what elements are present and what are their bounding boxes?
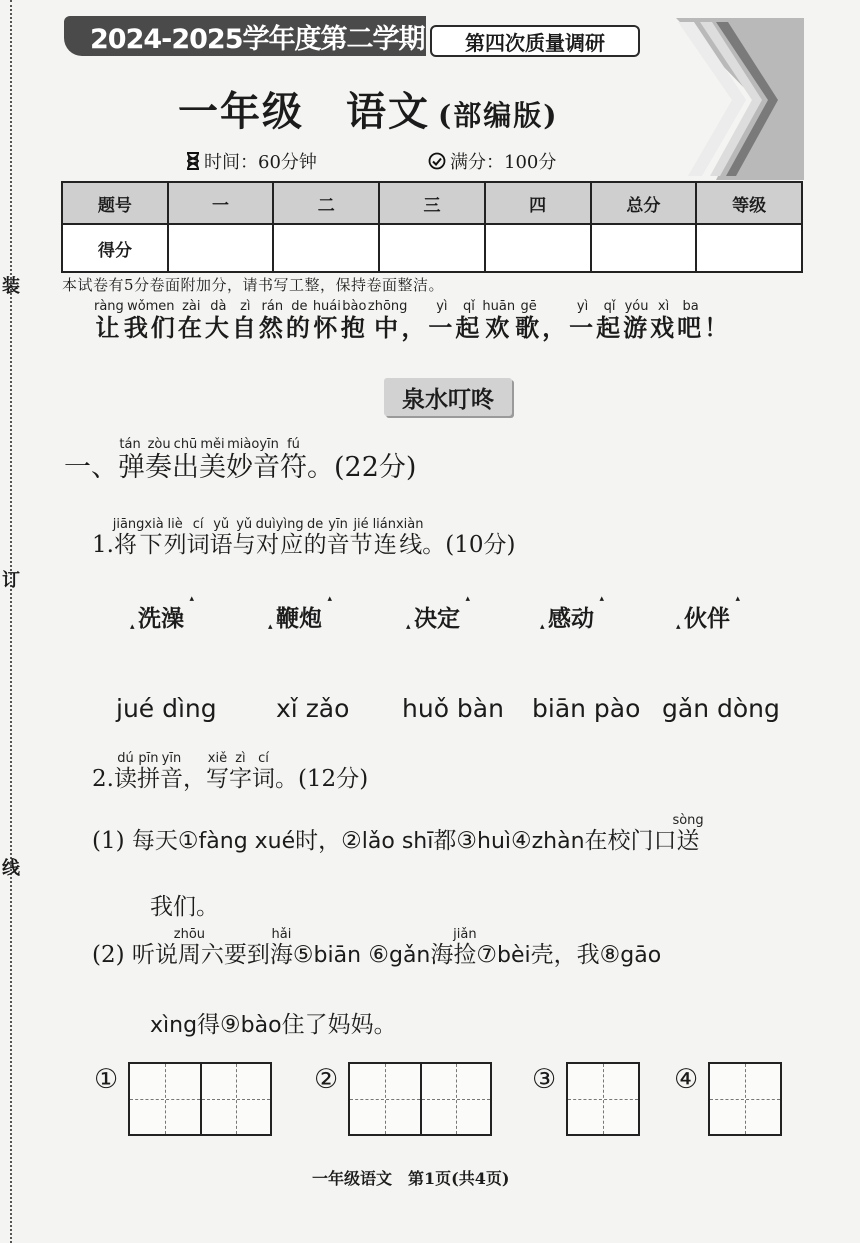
score-table xyxy=(61,181,803,273)
exam-note: 本试卷有5分卷面附加分，请书写工整，保持卷面整洁。 xyxy=(62,276,445,294)
sentence-text: 听说 xyxy=(131,942,178,968)
sentence-2 xyxy=(92,928,661,969)
sentence-text: 海 xyxy=(430,942,454,968)
ruby-segment: 美měi xyxy=(199,437,226,483)
ruby-char: 送sòng xyxy=(672,813,704,854)
ruby-segment: 对应duìyìng xyxy=(255,517,304,558)
ruby-segment: 字zì xyxy=(228,751,252,792)
word-item[interactable]: ▴ 洗澡 ▴ xyxy=(138,600,184,633)
section-banner: 泉水叮咚 xyxy=(384,378,512,416)
ruby-segment: 起qǐ xyxy=(455,299,483,342)
table-header: 总分 xyxy=(591,182,697,224)
blank-marker: ③ xyxy=(456,828,477,854)
ruby-segment: 的de xyxy=(303,517,327,558)
hourglass-icon xyxy=(186,152,200,170)
ruby-segment: 中zhōng xyxy=(367,299,408,342)
score-cell[interactable] xyxy=(379,224,485,272)
decorative-chevron-icon xyxy=(676,18,804,180)
writing-grid-2[interactable] xyxy=(348,1062,492,1136)
edition-label: (部编版) xyxy=(438,99,559,132)
blank-marker: ④ xyxy=(511,828,532,854)
pinyin-item[interactable]: xǐ zǎo xyxy=(276,694,350,723)
sentence-2-continued xyxy=(150,1006,397,1039)
table-header: 一 xyxy=(168,182,274,224)
part-one-heading xyxy=(64,438,416,484)
table-header: 三 xyxy=(379,182,485,224)
ruby-segment: 我们wǒmen xyxy=(123,299,178,342)
row-label: 得分 xyxy=(62,224,168,272)
ruby-segment: 与yǔ xyxy=(232,517,256,558)
score-cell[interactable] xyxy=(485,224,591,272)
ruby-segment: 自zì xyxy=(231,299,259,342)
year-banner: 2024-2025学年度第二学期 xyxy=(64,16,426,56)
writing-cell[interactable] xyxy=(130,1064,200,1134)
sentence-text: 六要到 xyxy=(200,942,270,968)
sentence-text: 得 xyxy=(197,1012,221,1038)
ruby-segment: 拼pīn xyxy=(136,751,160,792)
ruby-segment: 在zài xyxy=(177,299,205,342)
sentence-2-number: (2) xyxy=(92,942,125,968)
sentence-1 xyxy=(92,814,704,855)
ruby-segment: 出chū xyxy=(172,437,199,483)
writing-grid-1[interactable] xyxy=(128,1062,272,1136)
word-item[interactable]: ▴ 鞭炮 ▴ xyxy=(276,600,322,633)
ruby-segment: 大dà xyxy=(204,299,232,342)
ruby-segment: 语yǔ xyxy=(209,517,233,558)
writing-grid-3[interactable] xyxy=(566,1062,640,1136)
blank-marker: ⑨ xyxy=(220,1012,241,1038)
text-segment: 。(22分) xyxy=(307,452,417,483)
question-1-number: 1. xyxy=(92,532,114,558)
ruby-segment: 读dú xyxy=(113,751,137,792)
pinyin-prompt: zhàn xyxy=(531,829,585,854)
check-circle-icon xyxy=(428,152,446,170)
question-1-title xyxy=(92,518,516,559)
sentence-text: 在校门口 xyxy=(584,828,677,854)
sentence-text: 壳，我 xyxy=(530,942,600,968)
question-2-title xyxy=(92,752,368,793)
ruby-segment: 列liè xyxy=(163,517,187,558)
ruby-char: 周zhōu xyxy=(173,927,206,968)
text-segment: ， xyxy=(542,313,570,342)
table-header: 二 xyxy=(273,182,379,224)
pinyin-prompt: xìng xyxy=(150,1013,198,1038)
subject-title xyxy=(178,80,559,137)
pinyin-item[interactable]: jué dìng xyxy=(116,694,217,723)
writing-cell[interactable] xyxy=(568,1064,638,1134)
text-segment: ！ xyxy=(704,313,732,342)
pinyin-prompt: huì xyxy=(477,829,511,854)
ruby-segment: 让ràng xyxy=(94,299,124,342)
writing-cell[interactable] xyxy=(420,1064,490,1134)
score-cell[interactable] xyxy=(591,224,697,272)
text-segment: ， xyxy=(182,766,206,792)
ruby-segment: 吧ba xyxy=(677,299,705,342)
ruby-segment: 音yīn xyxy=(159,751,183,792)
text-segment: 。(10分) xyxy=(422,532,516,558)
answer-label: ③ xyxy=(532,1064,557,1095)
word-item[interactable]: ▴ 伙伴 ▴ xyxy=(684,600,730,633)
ruby-segment: 一yì xyxy=(569,299,597,342)
blank-marker: ② xyxy=(341,828,362,854)
table-header: 题号 xyxy=(62,182,168,224)
grade-subject: 一年级 语文 xyxy=(178,89,430,135)
score-cell[interactable] xyxy=(696,224,802,272)
question-2-number: 2. xyxy=(92,766,114,792)
ruby-segment: 节jié xyxy=(349,517,373,558)
sentence-text: 都 xyxy=(433,828,457,854)
ruby-segment: 然rán xyxy=(258,299,286,342)
ruby-segment: 符fú xyxy=(280,437,307,483)
ruby-segment: 起qǐ xyxy=(596,299,624,342)
full-score-info xyxy=(428,148,556,174)
blank-marker: ⑤ xyxy=(292,942,314,968)
binding-line xyxy=(10,0,12,1243)
pinyin-prompt: bào xyxy=(240,1013,282,1038)
full-score-label: 满分：100分 xyxy=(450,152,557,173)
ruby-segment: 弹奏tán zòu xyxy=(118,437,172,483)
text-segment: 。(12分) xyxy=(274,766,369,792)
part-one-prefix: 一、 xyxy=(64,452,118,483)
ruby-segment: 音yīn xyxy=(326,517,350,558)
ruby-segment: 词cí xyxy=(186,517,210,558)
answer-label: ④ xyxy=(674,1064,699,1095)
ruby-segment: 戏xì xyxy=(650,299,678,342)
word-item[interactable]: ▴ 决定 ▴ xyxy=(414,600,460,633)
ruby-segment: 抱bào xyxy=(340,299,368,342)
pinyin-prompt: gāo xyxy=(620,943,662,968)
sentence-1-continued: 我们。 xyxy=(150,894,219,920)
pinyin-prompt: bèi xyxy=(497,943,531,968)
ruby-char: 捡jiǎn xyxy=(453,927,477,968)
sentence-text: 每天 xyxy=(131,828,178,854)
ruby-segment: 欢huān xyxy=(482,299,516,342)
ruby-segment: 写xiě xyxy=(205,751,229,792)
time-label: 时间：60分钟 xyxy=(204,152,317,173)
ruby-segment: 一yì xyxy=(428,299,456,342)
table-header: 四 xyxy=(485,182,591,224)
pinyin-item[interactable]: gǎn dòng xyxy=(662,694,780,723)
binding-char-xian: 线 xyxy=(2,858,20,879)
pinyin-prompt: fàng xué xyxy=(198,829,296,854)
text-segment: ， xyxy=(401,313,429,342)
motto-line xyxy=(94,300,731,343)
writing-cell[interactable] xyxy=(200,1064,270,1134)
answer-label: ② xyxy=(314,1064,339,1095)
ruby-char: 海hǎi xyxy=(269,927,293,968)
page-footer: 一年级语文 第1页(共4页) xyxy=(312,1169,510,1188)
blank-marker: ① xyxy=(177,828,199,854)
ruby-segment: 连线liánxiàn xyxy=(372,517,424,558)
pinyin-prompt: gǎn xyxy=(388,943,431,968)
ruby-segment: 妙音miàoyīn xyxy=(226,437,280,483)
time-info xyxy=(186,148,317,174)
writing-cell[interactable] xyxy=(350,1064,420,1134)
ruby-segment: 词cí xyxy=(251,751,275,792)
blank-marker: ⑥ xyxy=(368,942,389,968)
ruby-segment: 将下jiāngxià xyxy=(112,517,164,558)
writing-cell[interactable] xyxy=(710,1064,780,1134)
binding-char-zhuang: 装 xyxy=(2,276,20,297)
pinyin-prompt: biān xyxy=(313,943,362,968)
sentence-text: 时， xyxy=(295,828,342,854)
ruby-segment: 游yóu xyxy=(623,299,651,342)
pinyin-prompt: lǎo shī xyxy=(361,829,434,854)
score-cell[interactable] xyxy=(168,224,274,272)
binding-char-ding: 订 xyxy=(2,570,20,591)
word-item[interactable]: ▴ 感动 ▴ xyxy=(548,600,594,633)
ruby-segment: 的de xyxy=(285,299,313,342)
ruby-segment: 怀huái xyxy=(312,299,341,342)
pinyin-item[interactable]: biān pào xyxy=(532,694,641,723)
ruby-segment: 歌gē xyxy=(515,299,543,342)
sentence-text: 住了妈妈。 xyxy=(281,1012,397,1038)
survey-tag: 第四次质量调研 xyxy=(430,25,640,57)
blank-marker: ⑧ xyxy=(599,942,621,968)
table-header: 等级 xyxy=(696,182,802,224)
pinyin-item[interactable]: huǒ bàn xyxy=(402,694,504,723)
writing-grid-4[interactable] xyxy=(708,1062,782,1136)
answer-label: ① xyxy=(94,1064,119,1095)
blank-marker: ⑦ xyxy=(476,942,497,968)
score-cell[interactable] xyxy=(273,224,379,272)
sentence-1-number: (1) xyxy=(92,828,125,854)
